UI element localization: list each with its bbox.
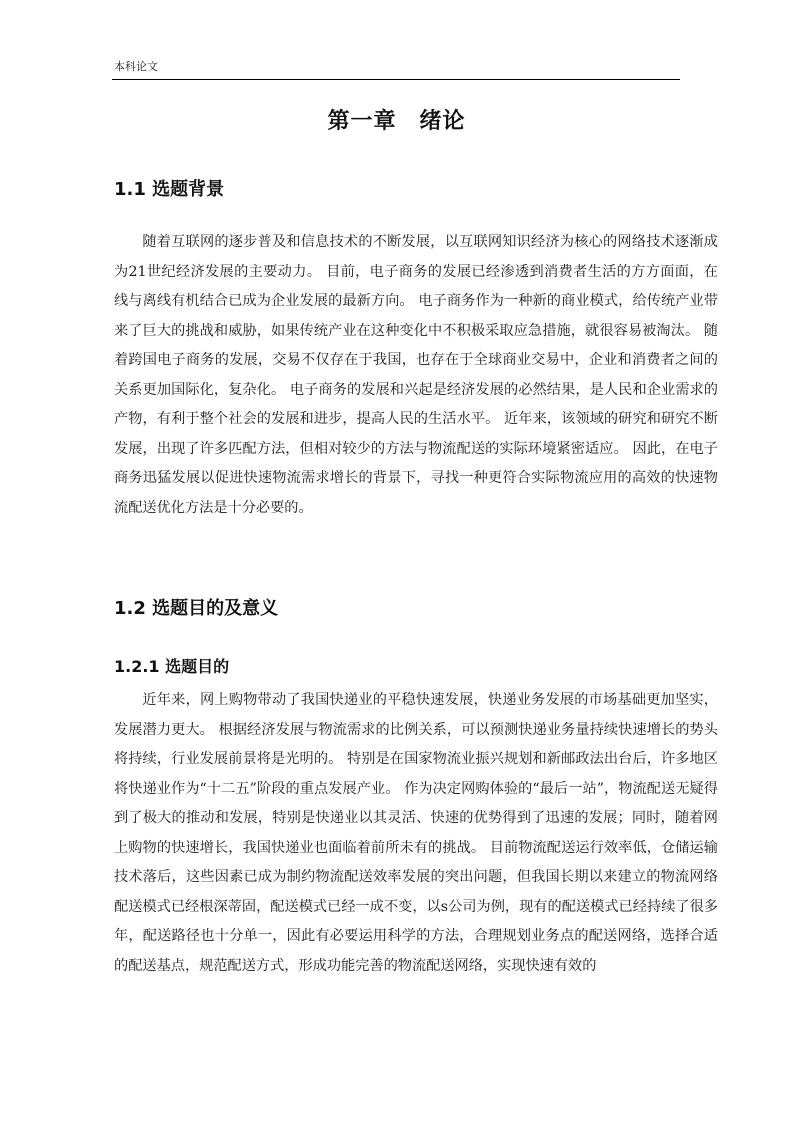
header-rule — [112, 79, 680, 80]
running-header: 本科论文 — [114, 60, 158, 73]
chapter-title: 第一章 绪论 — [327, 109, 466, 134]
section-paragraph-1-1: 随着互联网的逐步普及和信息技术的不断发展，以互联网知识经济为核心的网络技术逐渐成为21世纪经济发展的主要动力。 目前，电子商务的发展已经渗透到消费者生活的方方面面，在线与离线有机结合已成为企业发展的最新方向。 电子商务作为一种新的商业模式，给传统产业带来了巨大的挑战和威胁，如果传统产业在这种变化中不积极采取应急措施，就很容易被淘汰。 随着跨国电子商务的发展，交易不仅存在于我国，也存在于全球商业交易中，企业和消费者之间的关系更加国际化，复杂化。 电子商务的发展和兴起是经济发展的必然结果，是人民和企业需求的产物，有利于整个社会的发展和进步，提高人民的生活水平。 近年来，该领域的研究和研究不断发展，出现了许多匹配方法，但相对较少的方法与物流配送的实际环境紧密适应。 因此，在电子商务迅猛发展以促进快速物流需求增长的背景下，寻找一种更符合实际物流应用的高效的快速物流配送优化方法是十分必要的。 — [114, 234, 718, 516]
subsection-paragraph-1-2-1: 近年来，网上购物带动了我国快递业的平稳快速发展，快递业务发展的市场基础更加坚实，发展潜力更大。 根据经济发展与物流需求的比例关系，可以预测快递业务量持续快速增长的势头将持续，行业发展前景将是光明的。 特别是在国家物流业振兴规划和新邮政法出台后，许多地区将快递业作为“十二五”阶段的重点发展产业。 作为决定网购体验的“最后一站”，物流配送无疑得到了极大的推动和发展，特别是快递业以其灵活、快速的优势得到了迅速的发展；同时，随着网上购物的快速增长，我国快递业也面临着前所未有的挑战。 目前物流配送运行效率低，仓储运输技术落后，这些因素已成为制约物流配送效率发展的突出问题，但我国长期以来建立的物流网络配送模式已经根深蒂固，配送模式已经一成不变，以s公司为例，现有的配送模式已经持续了很多年，配送路径也十分单一，因此有必要运用科学的方法，合理规划业务点的配送网络，选择合适的配送基点，规范配送方式，形成功能完善的物流配送网络，实现快速有效的 — [114, 692, 718, 974]
subsection-heading-1-2-1: 1.2.1 选题目的 — [114, 657, 230, 676]
section-heading-1-1: 1.1 选题背景 — [114, 179, 225, 200]
section-heading-1-2: 1.2 选题目的及意义 — [114, 598, 279, 619]
